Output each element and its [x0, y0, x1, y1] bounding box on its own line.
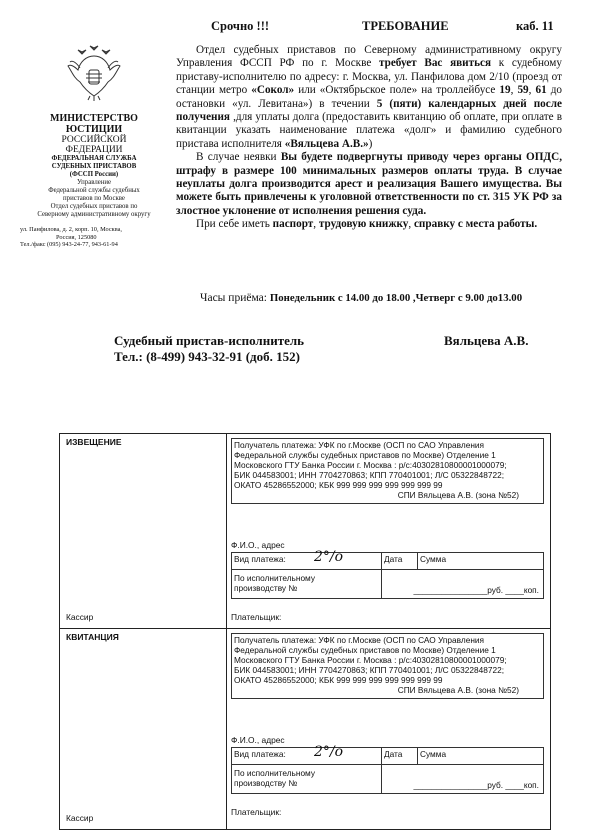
bailiff-role: Судебный пристав-исполнитель — [114, 333, 305, 348]
russian-coat-of-arms-icon — [66, 44, 122, 102]
service-line-1: ФЕДЕРАЛЬНАЯ СЛУЖБА — [51, 155, 137, 162]
form-divider — [226, 434, 227, 628]
service-line-2: СУДЕБНЫХ ПРИСТАВОВ — [51, 163, 137, 170]
payment-type-handwritten: 2°/o — [314, 549, 344, 565]
text-run: «Вяльцева А.В.» — [284, 137, 369, 150]
payment-type-cell[interactable] — [232, 549, 382, 569]
dept-line-2: Федеральной службы судебных — [48, 187, 140, 194]
payment-row-enforcement — [232, 570, 543, 598]
bailiff-info — [114, 333, 304, 365]
text-run: к судебному приставу-исполнителю по адресу: г. Москва, ул. Панфилова дом 2/10 (проезд от станции метро — [176, 57, 562, 97]
enforcement-label-2: производству № — [234, 583, 298, 593]
reception-hours-label: Часы приёма: — [200, 292, 270, 304]
dept-line-3: приставов по Москве — [63, 195, 125, 202]
dept-line-1: Управление — [76, 179, 112, 186]
sum-label: Сумма — [420, 554, 447, 564]
recipient-line: ОКАТО 45286552000; КБК 999 999 999 999 999 999 99 — [234, 675, 443, 685]
enforcement-cell[interactable] — [232, 570, 382, 598]
recipient-details — [231, 438, 544, 504]
payer-label[interactable]: Плательщик: — [231, 807, 282, 817]
cashier-label: Кассир — [66, 612, 94, 622]
enforcement-label-1: По исполнительному — [234, 573, 315, 583]
address-block — [20, 226, 168, 249]
federation-line-1: РОССИЙСКОЙ — [61, 135, 127, 145]
payment-grid — [231, 744, 544, 794]
urgent-label: Срочно !!! — [211, 19, 270, 33]
recipient-line: ОКАТО 45286552000; КБК 999 999 999 999 999 999 99 — [234, 480, 443, 490]
sum-amount-cell[interactable] — [382, 765, 543, 793]
recipient-line: Получатель платежа: УФК по г.Москве (ОСП по САО Управления — [234, 440, 485, 450]
form-title: КВИТАНЦИЯ — [66, 632, 119, 642]
enforcement-label-2: производству № — [234, 778, 298, 788]
form-title: ИЗВЕЩЕНИЕ — [66, 437, 122, 447]
payment-type-label: Вид платежа: — [234, 554, 286, 564]
text-run: или «Октябрьское поле» на троллейбусе — [294, 84, 500, 97]
enforcement-cell[interactable] — [232, 765, 382, 793]
date-label: Дата — [384, 749, 403, 759]
service-line-3: (ФССП России) — [69, 171, 119, 178]
recipient-details — [231, 633, 544, 699]
bailiff-phone: Тел.: (8-499) 943-32-91 (доб. 152) — [114, 349, 300, 364]
text-run: до остановки «ул. Левитана») в течении — [176, 84, 562, 110]
dept-line-5: Северному административному округу — [37, 211, 151, 218]
sum-blank: ________________руб. ____коп. — [413, 585, 539, 595]
text-run: ) — [368, 137, 373, 150]
recipient-line: Московского ГТУ Банка России г. Москва : р/с:40302810800001000079; — [234, 460, 507, 470]
text-run: 19 — [499, 84, 511, 97]
payer-label[interactable]: Плательщик: — [231, 612, 282, 622]
text-run: ,для уплаты долга (предоставить квитанцию об оплате, при оплате в квитанции указать наименование платежа «долг» и фамилию судебного пристава исполнителя — [176, 111, 562, 150]
text-run: справку с места работы. — [413, 218, 538, 231]
payment-grid — [231, 549, 544, 599]
demand-paragraph-2 — [176, 151, 562, 218]
ministry-name-2: ЮСТИЦИИ — [65, 124, 123, 135]
text-run: паспорт — [272, 218, 314, 231]
demand-body — [176, 44, 562, 232]
ministry-name-1: МИНИСТЕРСТВО — [50, 113, 138, 124]
federation-line-2: ФЕДЕРАЦИИ — [65, 145, 123, 155]
text-run: Отдел судебных приставов по Северному административному округу Управления ФССП РФ по г. Москве — [176, 44, 562, 70]
payment-type-cell[interactable] — [232, 744, 382, 764]
recipient-line: Федеральной службы судебных приставов по Москве) Отделение 1 — [234, 450, 496, 460]
text-run: Вы будете подвергнуты приводу через органы ОПДС, штрафу в размере 100 минимальных размеров оплаты труда. В случае неуплаты долга производится арест и реализация Вашего имущества. Вы можете быть привлечены к уголовной ответственности по ст. 315 УК РФ за злостное уклонение от исполнения решения суда. — [176, 151, 562, 217]
recipient-line: Федеральной службы судебных приставов по Москве) Отделение 1 — [234, 645, 496, 655]
address-line-2: Россия, 125080 — [56, 233, 97, 241]
text-run: , — [510, 84, 518, 97]
payment-type-handwritten: 2°/o — [314, 744, 344, 760]
demand-paragraph-3 — [176, 218, 562, 231]
payment-type-label: Вид платежа: — [234, 749, 286, 759]
enforcement-label-1: По исполнительному — [234, 768, 315, 778]
recipient-line: Получатель платежа: УФК по г.Москве (ОСП по САО Управления — [234, 635, 485, 645]
recipient-line: БИК 044583001; ИНН 7704270863; КПП 770401001; Л/С 05322848722; — [234, 470, 505, 480]
reception-hours-value: Понедельник с 14.00 до 18.00 ,Четверг с 9.00 до13.00 — [269, 292, 523, 304]
text-run: , — [313, 218, 319, 231]
text-run: 5 (пяти) календарных дней после получения — [176, 97, 562, 124]
reception-hours — [200, 292, 522, 304]
text-run: , — [528, 84, 536, 97]
cashier-label: Кассир — [66, 813, 94, 823]
document-title: ТРЕБОВАНИЕ — [362, 19, 449, 33]
demand-paragraph-1 — [176, 44, 562, 151]
payment-row-enforcement — [232, 765, 543, 793]
text-run: трудовую книжку — [318, 218, 409, 231]
receipt-form — [59, 628, 551, 830]
text-run: В случае неявки — [196, 151, 281, 164]
sum-amount-cell[interactable] — [382, 570, 543, 598]
text-run: При себе иметь — [196, 218, 273, 231]
notice-form — [59, 433, 551, 629]
recipient-line: БИК 044583001; ИНН 7704270863; КПП 770401001; Л/С 05322848722; — [234, 665, 505, 675]
bailiff-name: Вяльцева А.В. — [444, 333, 529, 348]
sum-cell[interactable] — [418, 748, 543, 764]
bailiff-zone: СПИ Вяльцева А.В. (зона №52) — [397, 685, 519, 695]
fio-address-label: Ф.И.О., адрес — [231, 735, 285, 745]
payment-row-type — [232, 549, 543, 570]
text-run: 59 — [517, 84, 529, 97]
text-run: требует Вас явиться — [378, 57, 492, 70]
sum-blank: ________________руб. ____коп. — [413, 780, 539, 790]
address-line-1: ул. Панфилова, д. 2, корп. 10, Москва, — [20, 226, 122, 233]
fio-address-label: Ф.И.О., адрес — [231, 540, 285, 550]
date-cell[interactable] — [382, 748, 418, 764]
ministry-block — [20, 44, 168, 249]
text-run: 61 — [535, 84, 547, 97]
office-number: каб. 11 — [516, 19, 554, 33]
sum-label: Сумма — [420, 749, 447, 759]
dept-line-4: Отдел судебных приставов по — [50, 203, 138, 210]
form-divider — [226, 629, 227, 829]
date-label: Дата — [384, 554, 403, 564]
bailiff-zone: СПИ Вяльцева А.В. (зона №52) — [397, 490, 519, 500]
date-cell[interactable] — [382, 553, 418, 569]
sum-cell[interactable] — [418, 553, 543, 569]
recipient-line: Московского ГТУ Банка России г. Москва : р/с:40302810800001000079; — [234, 655, 507, 665]
text-run: «Сокол» — [251, 84, 295, 97]
text-run: , — [408, 218, 414, 231]
payment-row-type — [232, 744, 543, 765]
address-line-3: Тел./факс (095) 943-24-77, 943-61-94 — [20, 241, 118, 248]
